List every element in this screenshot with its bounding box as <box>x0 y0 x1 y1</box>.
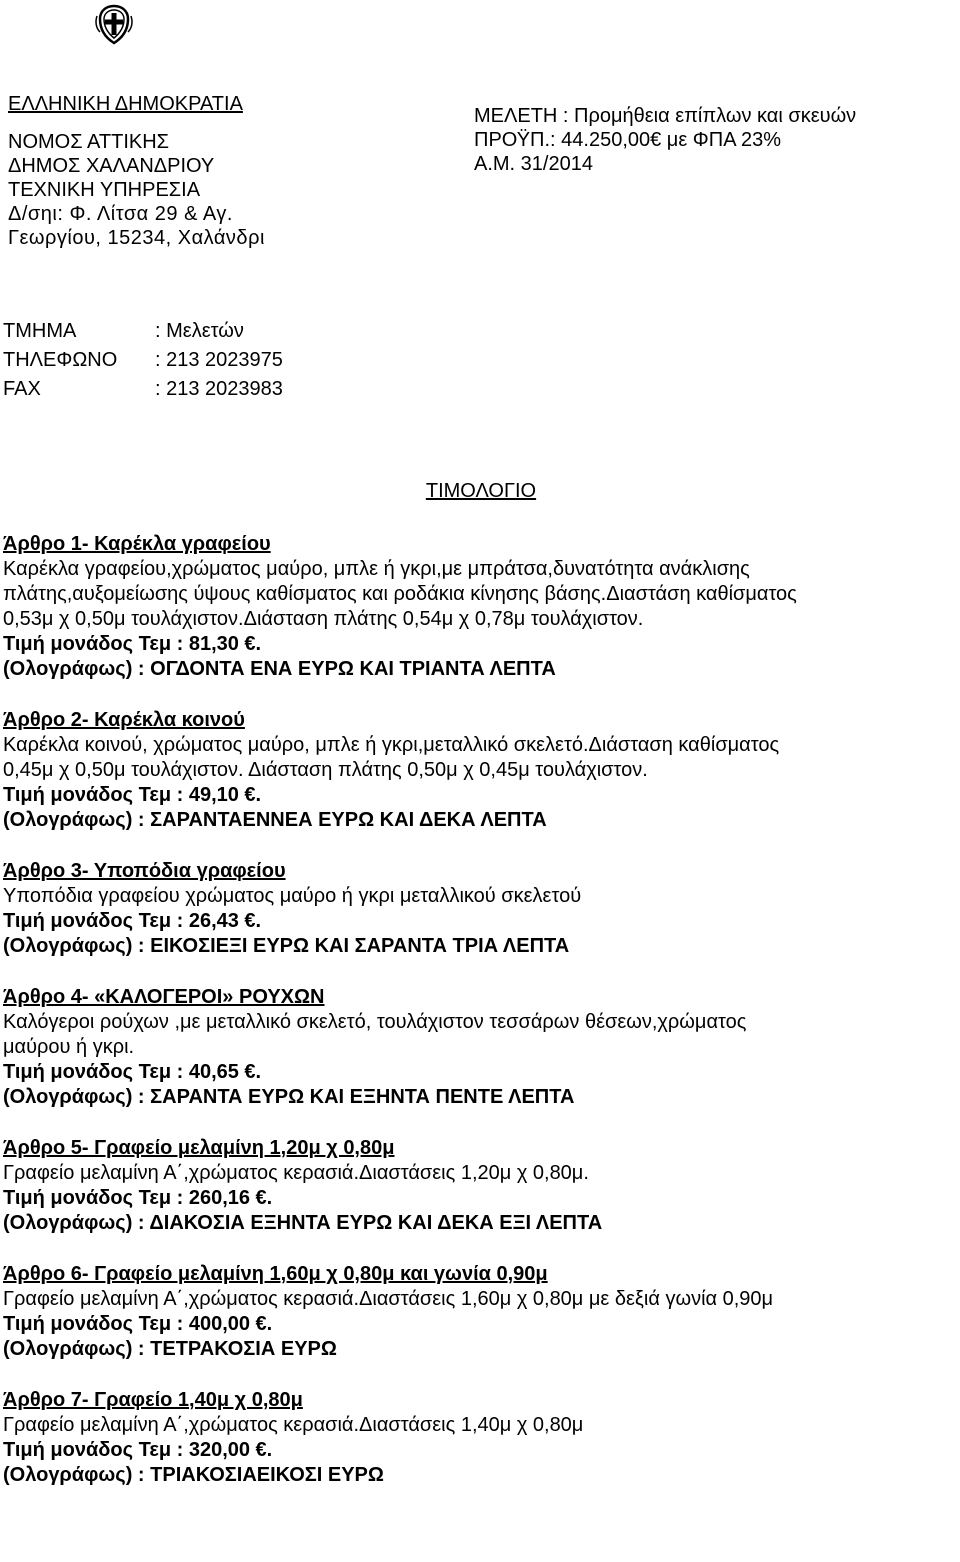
article-price-in-words: (Ολογράφως) : ΣΑΡΑΝΤΑΕΝΝΕΑ ΕΥΡΩ ΚΑΙ ΔΕΚΑ ΛΕΠΤΑ <box>3 809 547 831</box>
article-title: Άρθρο 6- Γραφείο μελαμίνη 1,60μ χ 0,80μ και γωνία 0,90μ <box>3 1263 548 1285</box>
header-left <box>8 92 308 260</box>
article-title: Άρθρο 2- Καρέκλα κοινού <box>3 709 245 731</box>
article-price: Τιμή μονάδος Τεμ : 49,10 €. <box>3 784 262 806</box>
article-title: Άρθρο 4- «ΚΑΛΟΓΕΡΟΙ» ΡΟΥΧΩΝ <box>3 986 325 1008</box>
document-title <box>0 480 960 503</box>
article-price: Τιμή μονάδος Τεμ : 320,00 €. <box>3 1439 273 1461</box>
article-price-in-words: (Ολογράφως) : ΤΡΙΑΚΟΣΙΑΕΙΚΟΣΙ ΕΥΡΩ <box>3 1464 384 1486</box>
address-line-2: Γεωργίου, 15234, Χαλάνδρι <box>8 227 265 249</box>
article-description: Γραφείο μελαμίνη Α΄,χρώματος κερασιά.Διαστάσεις 1,40μ χ 0,80μ <box>3 1414 584 1436</box>
contact-label: ΤΗΛΕΦΩΝΟ <box>3 349 118 371</box>
article-price: Τιμή μονάδος Τεμ : 400,00 €. <box>3 1313 273 1335</box>
budget-line: ΠΡΟΫΠ.: 44.250,00€ με ΦΠΑ 23% <box>474 129 782 151</box>
article-4 <box>3 985 953 1110</box>
contact-label: FAX <box>3 378 41 400</box>
article-price-in-words: (Ολογράφως) : ΤΕΤΡΑΚΟΣΙΑ ΕΥΡΩ <box>3 1338 337 1360</box>
article-price-in-words: (Ολογράφως) : ΔΙΑΚΟΣΙΑ ΕΞΗΝΤΑ ΕΥΡΩ ΚΑΙ ΔΕΚΑ ΕΞΙ ΛΕΠΤΑ <box>3 1212 603 1234</box>
article-title: Άρθρο 5- Γραφείο μελαμίνη 1,20μ χ 0,80μ <box>3 1137 395 1159</box>
article-title: Άρθρο 1- Καρέκλα γραφείου <box>3 533 271 555</box>
article-description: 0,53μ χ 0,50μ τουλάχιστον.Διάσταση πλάτης 0,54μ χ 0,78μ τουλάχιστον. <box>3 608 644 630</box>
article-price: Τιμή μονάδος Τεμ : 260,16 €. <box>3 1187 273 1209</box>
contact-value: : 213 2023983 <box>155 378 283 400</box>
article-description: πλάτης,αυξομείωσης ύψους καθίσματος και ροδάκια κίνησης βάσης.Διαστάση καθίσματος <box>3 583 797 605</box>
article-description: Γραφείο μελαμίνη Α΄,χρώματος κερασιά.Διαστάσεις 1,20μ χ 0,80μ. <box>3 1162 589 1184</box>
article-price-in-words: (Ολογράφως) : ΟΓΔΟΝΤΑ ΕΝΑ ΕΥΡΩ ΚΑΙ ΤΡΙΑΝΤΑ ΛΕΠΤΑ <box>3 658 556 680</box>
contact-row-phone <box>3 346 283 375</box>
articles-list <box>3 532 953 1514</box>
contact-info <box>3 317 283 404</box>
greek-emblem-icon <box>92 2 136 46</box>
municipality-line: ΔΗΜΟΣ ΧΑΛΑΝΔΡΙΟΥ <box>8 155 215 177</box>
article-title: Άρθρο 3- Υποπόδια γραφείου <box>3 860 286 882</box>
article-price-in-words: (Ολογράφως) : ΣΑΡΑΝΤΑ ΕΥΡΩ ΚΑΙ ΕΞΗΝΤΑ ΠΕΝΤΕ ΛΕΠΤΑ <box>3 1086 575 1108</box>
contact-value: : Μελετών <box>155 320 244 342</box>
study-title: ΜΕΛΕΤΗ : Προμήθεια επίπλων και σκευών <box>474 105 857 127</box>
contact-label: ΤΜΗΜΑ <box>3 320 77 342</box>
article-description: 0,45μ χ 0,50μ τουλάχιστον. Διάσταση πλάτης 0,50μ χ 0,45μ τουλάχιστον. <box>3 759 648 781</box>
article-description: Καρέκλα γραφείου,χρώματος μαύρο, μπλε ή γκρι,με μπράτσα,δυνατότητα ανάκλισης <box>3 558 750 580</box>
service-line: ΤΕΧΝΙΚΗ ΥΠΗΡΕΣΙΑ <box>8 179 201 201</box>
article-price: Τιμή μονάδος Τεμ : 81,30 €. <box>3 633 262 655</box>
article-5 <box>3 1136 953 1236</box>
article-description: Καλόγεροι ρούχων ,με μεταλλικό σκελετό, τουλάχιστον τεσσάρων θέσεων,χρώματος <box>3 1011 747 1033</box>
article-description: Υποπόδια γραφείου χρώματος μαύρο ή γκρι μεταλλικού σκελετού <box>3 885 582 907</box>
address-line-1: Δ/σηι: Φ. Λίτσα 29 & Αγ. <box>8 203 233 225</box>
article-description: Καρέκλα κοινού, χρώματος μαύρο, μπλε ή γκρι,μεταλλικό σκελετό.Διάσταση καθίσματος <box>3 734 780 756</box>
article-description: Γραφείο μελαμίνη Α΄,χρώματος κερασιά.Διαστάσεις 1,60μ χ 0,80μ με δεξιά γωνία 0,90μ <box>3 1288 774 1310</box>
article-title: Άρθρο 7- Γραφείο 1,40μ χ 0,80μ <box>3 1389 303 1411</box>
article-price-in-words: (Ολογράφως) : ΕΙΚΟΣΙΕΞΙ ΕΥΡΩ ΚΑΙ ΣΑΡΑΝΤΑ ΤΡΙΑ ΛΕΠΤΑ <box>3 935 570 957</box>
header-right <box>474 104 856 176</box>
article-3 <box>3 859 953 959</box>
article-6 <box>3 1262 953 1362</box>
contact-value: : 213 2023975 <box>155 349 283 371</box>
article-7 <box>3 1388 953 1488</box>
article-description: μαύρου ή γκρι. <box>3 1036 135 1058</box>
study-number: Α.Μ. 31/2014 <box>474 153 593 175</box>
contact-row-fax <box>3 375 283 404</box>
article-2 <box>3 708 953 833</box>
article-price: Τιμή μονάδος Τεμ : 40,65 €. <box>3 1061 262 1083</box>
authority-name: ΕΛΛΗΝΙΚΗ ΔΗΜΟΚΡΑΤΙΑ <box>8 93 243 115</box>
article-1 <box>3 532 953 682</box>
prefecture-line: ΝΟΜΟΣ ΑΤΤΙΚΗΣ <box>8 131 170 153</box>
document-title-text: ΤΙΜΟΛΟΓΙΟ <box>425 480 537 502</box>
contact-row-department <box>3 317 283 346</box>
article-price: Τιμή μονάδος Τεμ : 26,43 €. <box>3 910 262 932</box>
